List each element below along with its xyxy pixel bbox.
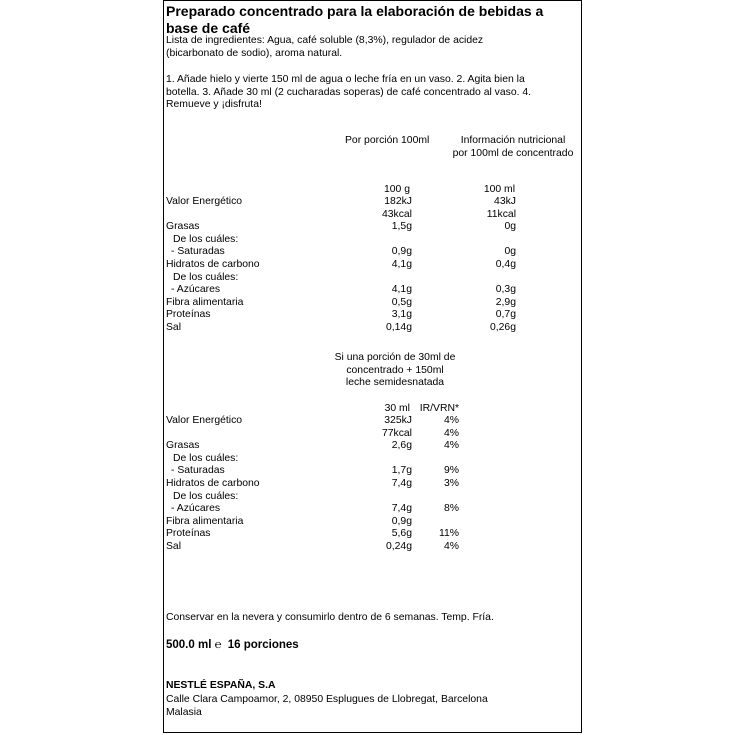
nutrient-label: - Azúcares bbox=[171, 284, 221, 296]
nutrient-value-col2: 4% bbox=[443, 440, 459, 452]
product-title bbox=[166, 3, 543, 37]
nutrient-value-col2: 4% bbox=[443, 541, 459, 552]
nutrient-label: - Saturadas bbox=[171, 465, 225, 477]
nutrient-label: Sal bbox=[166, 541, 182, 552]
nutrient-value-col1: 0,5g bbox=[391, 296, 412, 308]
nutrient-value-col2: 9% bbox=[443, 465, 459, 477]
company-name: NESTLÉ ESPAÑA, S.A bbox=[166, 680, 276, 691]
nutrient-value-col2: 43kJ bbox=[494, 196, 516, 207]
nutrient-value-col1: 7,4g bbox=[391, 478, 412, 489]
nutrient-label: Grasas bbox=[166, 221, 200, 233]
nutrient-value-col2: 0,7g bbox=[495, 309, 516, 321]
estimated-sign-icon: ℮ bbox=[214, 639, 222, 651]
table1-unit-col2: 100 ml bbox=[483, 184, 515, 195]
country-of-origin: Malasia bbox=[166, 707, 202, 718]
nutrient-label: - Saturadas bbox=[171, 246, 225, 258]
nutrient-label: Fibra alimentaria bbox=[166, 515, 244, 527]
nutrient-value-col1: 0,24g bbox=[385, 541, 412, 552]
nutrient-value-col1: 1,7g bbox=[391, 465, 412, 477]
nutrient-value-col2: 0,3g bbox=[495, 284, 516, 296]
nutrient-label: De los cuáles: bbox=[173, 271, 239, 283]
nutrient-label: Proteínas bbox=[166, 309, 211, 321]
table1-header-col2-line-1: Información nutricional bbox=[460, 135, 566, 146]
nutrient-value-col1: 2,6g bbox=[391, 440, 412, 452]
nutrient-value-col2: 0,4g bbox=[495, 259, 516, 270]
nutrient-label: Valor Energético bbox=[166, 196, 243, 207]
table2-unit-col1: 30 ml bbox=[384, 403, 410, 414]
nutrient-value-col2: 0g bbox=[504, 221, 516, 233]
nutrient-label: Sal bbox=[166, 322, 182, 333]
nutrient-label: Grasas bbox=[166, 440, 200, 452]
nutrient-label: Hidratos de carbono bbox=[166, 478, 260, 489]
nutrient-label: Fibra alimentaria bbox=[166, 296, 244, 308]
company-address: Calle Clara Campoamor, 2, 08950 Esplugues de Llobregat, Barcelona bbox=[166, 694, 488, 705]
instructions bbox=[166, 74, 531, 112]
nutrient-value-col1: 325kJ bbox=[384, 415, 412, 426]
nutrient-label: Proteínas bbox=[166, 528, 211, 540]
portions-count: 16 porciones bbox=[227, 639, 299, 651]
nutrient-label: Hidratos de carbono bbox=[166, 259, 260, 270]
table1-header-col2-line-2: por 100ml de concentrado bbox=[452, 147, 574, 159]
nutrient-value-col1: 7,4g bbox=[391, 503, 412, 515]
nutrient-label: De los cuáles: bbox=[173, 490, 239, 502]
nutrient-value-col2: 0g bbox=[504, 246, 516, 258]
nutrient-value-col1: 0,9g bbox=[391, 246, 412, 258]
storage-note: Conservar en la nevera y consumirlo dentro de 6 semanas. Temp. Fría. bbox=[166, 612, 494, 623]
table1-header-col2 bbox=[446, 135, 580, 160]
nutrient-value-col1: 43kcal bbox=[381, 208, 412, 220]
nutrient-label: Valor Energético bbox=[166, 415, 243, 426]
ingredients bbox=[166, 35, 483, 60]
table2-header bbox=[315, 352, 475, 390]
nutrient-value-col2: 3% bbox=[443, 478, 459, 489]
nutrient-value-col1: 1,5g bbox=[391, 221, 412, 233]
nutrient-value-col2: 11kcal bbox=[486, 208, 516, 220]
table2-header-line-3: leche semidesnatada bbox=[345, 377, 445, 389]
nutrient-value-col2: 4% bbox=[443, 427, 459, 439]
title-line-1: Preparado concentrado para la elaboración de bebidas a bbox=[166, 3, 544, 19]
quantity-value: 500.0 ml bbox=[166, 639, 212, 651]
nutrient-value-col1: 4,1g bbox=[391, 284, 412, 296]
nutrient-value-col1: 4,1g bbox=[391, 259, 412, 270]
net-quantity bbox=[166, 638, 299, 652]
table2-header-line-1: Si una porción de 30ml de bbox=[334, 352, 456, 363]
ingredients-line-1: Lista de ingredientes: Agua, café soluble (8,3%), regulador de acidez bbox=[166, 35, 484, 46]
nutrient-label: - Azúcares bbox=[171, 503, 221, 515]
table1-unit-col1: 100 g bbox=[383, 184, 410, 195]
nutrient-value-col2: 0,26g bbox=[489, 322, 516, 333]
nutrient-value-col1: 0,9g bbox=[391, 515, 412, 527]
ingredients-line-2: (bicarbonato de sodio), aroma natural. bbox=[166, 47, 343, 59]
instructions-line-3: Remueve y ¡disfruta! bbox=[166, 99, 262, 111]
table2-unit-col2: IR/VRN* bbox=[419, 403, 459, 414]
title-line-2: base de café bbox=[166, 20, 251, 36]
nutrient-value-col2: 2,9g bbox=[495, 296, 516, 308]
nutrient-value-col1: 3,1g bbox=[391, 309, 412, 321]
nutrient-value-col1: 5,6g bbox=[391, 528, 412, 540]
table1-header-col1: Por porción 100ml bbox=[345, 135, 430, 146]
nutrient-value-col2: 8% bbox=[443, 503, 459, 515]
nutrient-label: De los cuáles: bbox=[173, 452, 239, 464]
nutrient-value-col1: 182kJ bbox=[384, 196, 412, 207]
nutrient-value-col1: 0,14g bbox=[385, 322, 412, 333]
nutrient-label: De los cuáles: bbox=[173, 233, 239, 245]
instructions-line-2: botella. 3. Añade 30 ml (2 cucharadas soperas) de café concentrado al vaso. 4. bbox=[166, 86, 532, 98]
instructions-line-1: 1. Añade hielo y vierte 150 ml de agua o leche fría en un vaso. 2. Agita bien la bbox=[166, 74, 525, 85]
table2-header-line-2: concentrado + 150ml bbox=[346, 364, 444, 376]
nutrient-value-col2: 4% bbox=[443, 415, 459, 426]
nutrient-value-col2: 11% bbox=[438, 528, 459, 540]
nutrient-value-col1: 77kcal bbox=[381, 427, 412, 439]
